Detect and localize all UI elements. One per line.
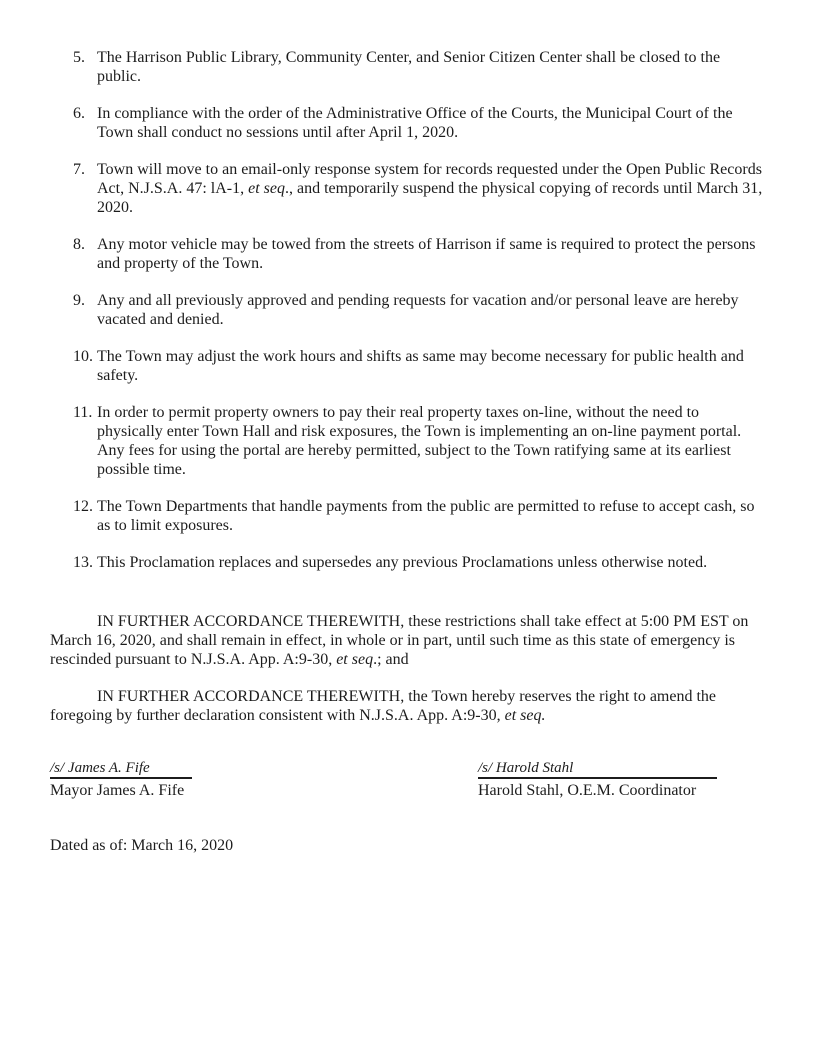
- list-item-number: 10.: [73, 348, 93, 365]
- list-item-number: 6.: [73, 105, 85, 122]
- list-item: [50, 235, 765, 273]
- text-run: In compliance with the order of the Administrative Office of the Courts, the Municipal Court of the Town shall conduct no sessions until after April 1, 2020.: [97, 105, 733, 141]
- list-item-text: [97, 498, 754, 534]
- list-item-text: [97, 236, 755, 272]
- text-run: The Town Departments that handle payments from the public are permitted to refuse to accept cash, so as to limit exposures.: [97, 498, 755, 534]
- text-run: .; and: [373, 651, 409, 668]
- list-item: [50, 291, 765, 329]
- list-item-text: [97, 105, 733, 141]
- text-run: IN FURTHER ACCORDANCE THEREWITH, the Town hereby reserves the right to amend the foregoing by further declaration consistent with N.J.S.A. App. A:9-30,: [50, 688, 717, 724]
- signature-line-mayor: /s/ James A. Fife: [50, 760, 192, 779]
- italic-run: et seq: [248, 180, 285, 197]
- signature-right: [478, 758, 765, 800]
- list-item: [50, 497, 765, 535]
- list-item: [50, 553, 765, 572]
- signatory-title-mayor: Mayor James A. Fife: [50, 782, 185, 799]
- text-run: Any and all previously approved and pending requests for vacation and/or personal leave are hereby vacated and denied.: [97, 292, 739, 328]
- signature-line-oem: /s/ Harold Stahl: [478, 760, 717, 779]
- signature-block: [50, 758, 765, 800]
- list-item-number: 11.: [73, 404, 93, 421]
- list-item: [50, 160, 765, 217]
- closing-paragraphs: [50, 612, 765, 725]
- text-run: ., and temporarily suspend the physical copying of records until March 31, 2020.: [97, 180, 763, 216]
- list-item-number: 9.: [73, 292, 85, 309]
- list-item: [50, 48, 765, 86]
- list-item-text: [97, 161, 762, 216]
- text-run: This Proclamation replaces and supersedes any previous Proclamations unless otherwise noted.: [97, 554, 708, 571]
- list-item-number: 5.: [73, 49, 85, 66]
- text-run: The Harrison Public Library, Community Center, and Senior Citizen Center shall be closed to the public.: [97, 49, 721, 85]
- signature-left: [50, 758, 478, 800]
- list-item-text: [97, 554, 707, 571]
- text-run: Town will move to an email-only response system for records requested under the Open Public Records Act, N.J.S.A. 47: lA-1,: [97, 161, 762, 197]
- text-run: IN FURTHER ACCORDANCE THEREWITH, these restrictions shall take effect at 5:00 PM EST on March 16, 2020, and shall remain in effect, in whole or in part, until such time as this state of emergency is rescinded pursuant to N.J.S.A. App. A:9-30,: [50, 613, 749, 668]
- list-item-text: [97, 49, 720, 85]
- list-item-number: 12.: [73, 498, 93, 515]
- list-item: [50, 403, 765, 479]
- list-item-number: 8.: [73, 236, 85, 253]
- list-item-number: 13.: [73, 554, 93, 571]
- italic-run: et seq: [336, 651, 374, 668]
- list-item-text: [97, 348, 744, 384]
- text-run: The Town may adjust the work hours and shifts as same may become necessary for public health and safety.: [97, 348, 744, 384]
- numbered-list: [50, 48, 765, 572]
- list-item-number: 7.: [73, 161, 85, 178]
- dated-line: Dated as of: March 16, 2020: [50, 837, 234, 854]
- list-item-text: [97, 292, 739, 328]
- signatory-title-oem: Harold Stahl, O.E.M. Coordinator: [478, 782, 697, 799]
- list-item-text: [97, 404, 745, 478]
- closing-paragraph: [50, 612, 765, 669]
- closing-paragraph: [50, 687, 765, 725]
- list-item: [50, 104, 765, 142]
- list-item: [50, 347, 765, 385]
- text-run: In order to permit property owners to pay their real property taxes on-line, without the need to physically enter Town Hall and risk exposures, the Town is implementing an on-line payment portal. Any fees for using the portal are hereby permitted, subject to the Town ratifying same at its earliest possible time.: [97, 404, 746, 478]
- text-run: Any motor vehicle may be towed from the streets of Harrison if same is required to protect the persons and property of the Town.: [97, 236, 756, 272]
- italic-run: et seq.: [504, 707, 546, 724]
